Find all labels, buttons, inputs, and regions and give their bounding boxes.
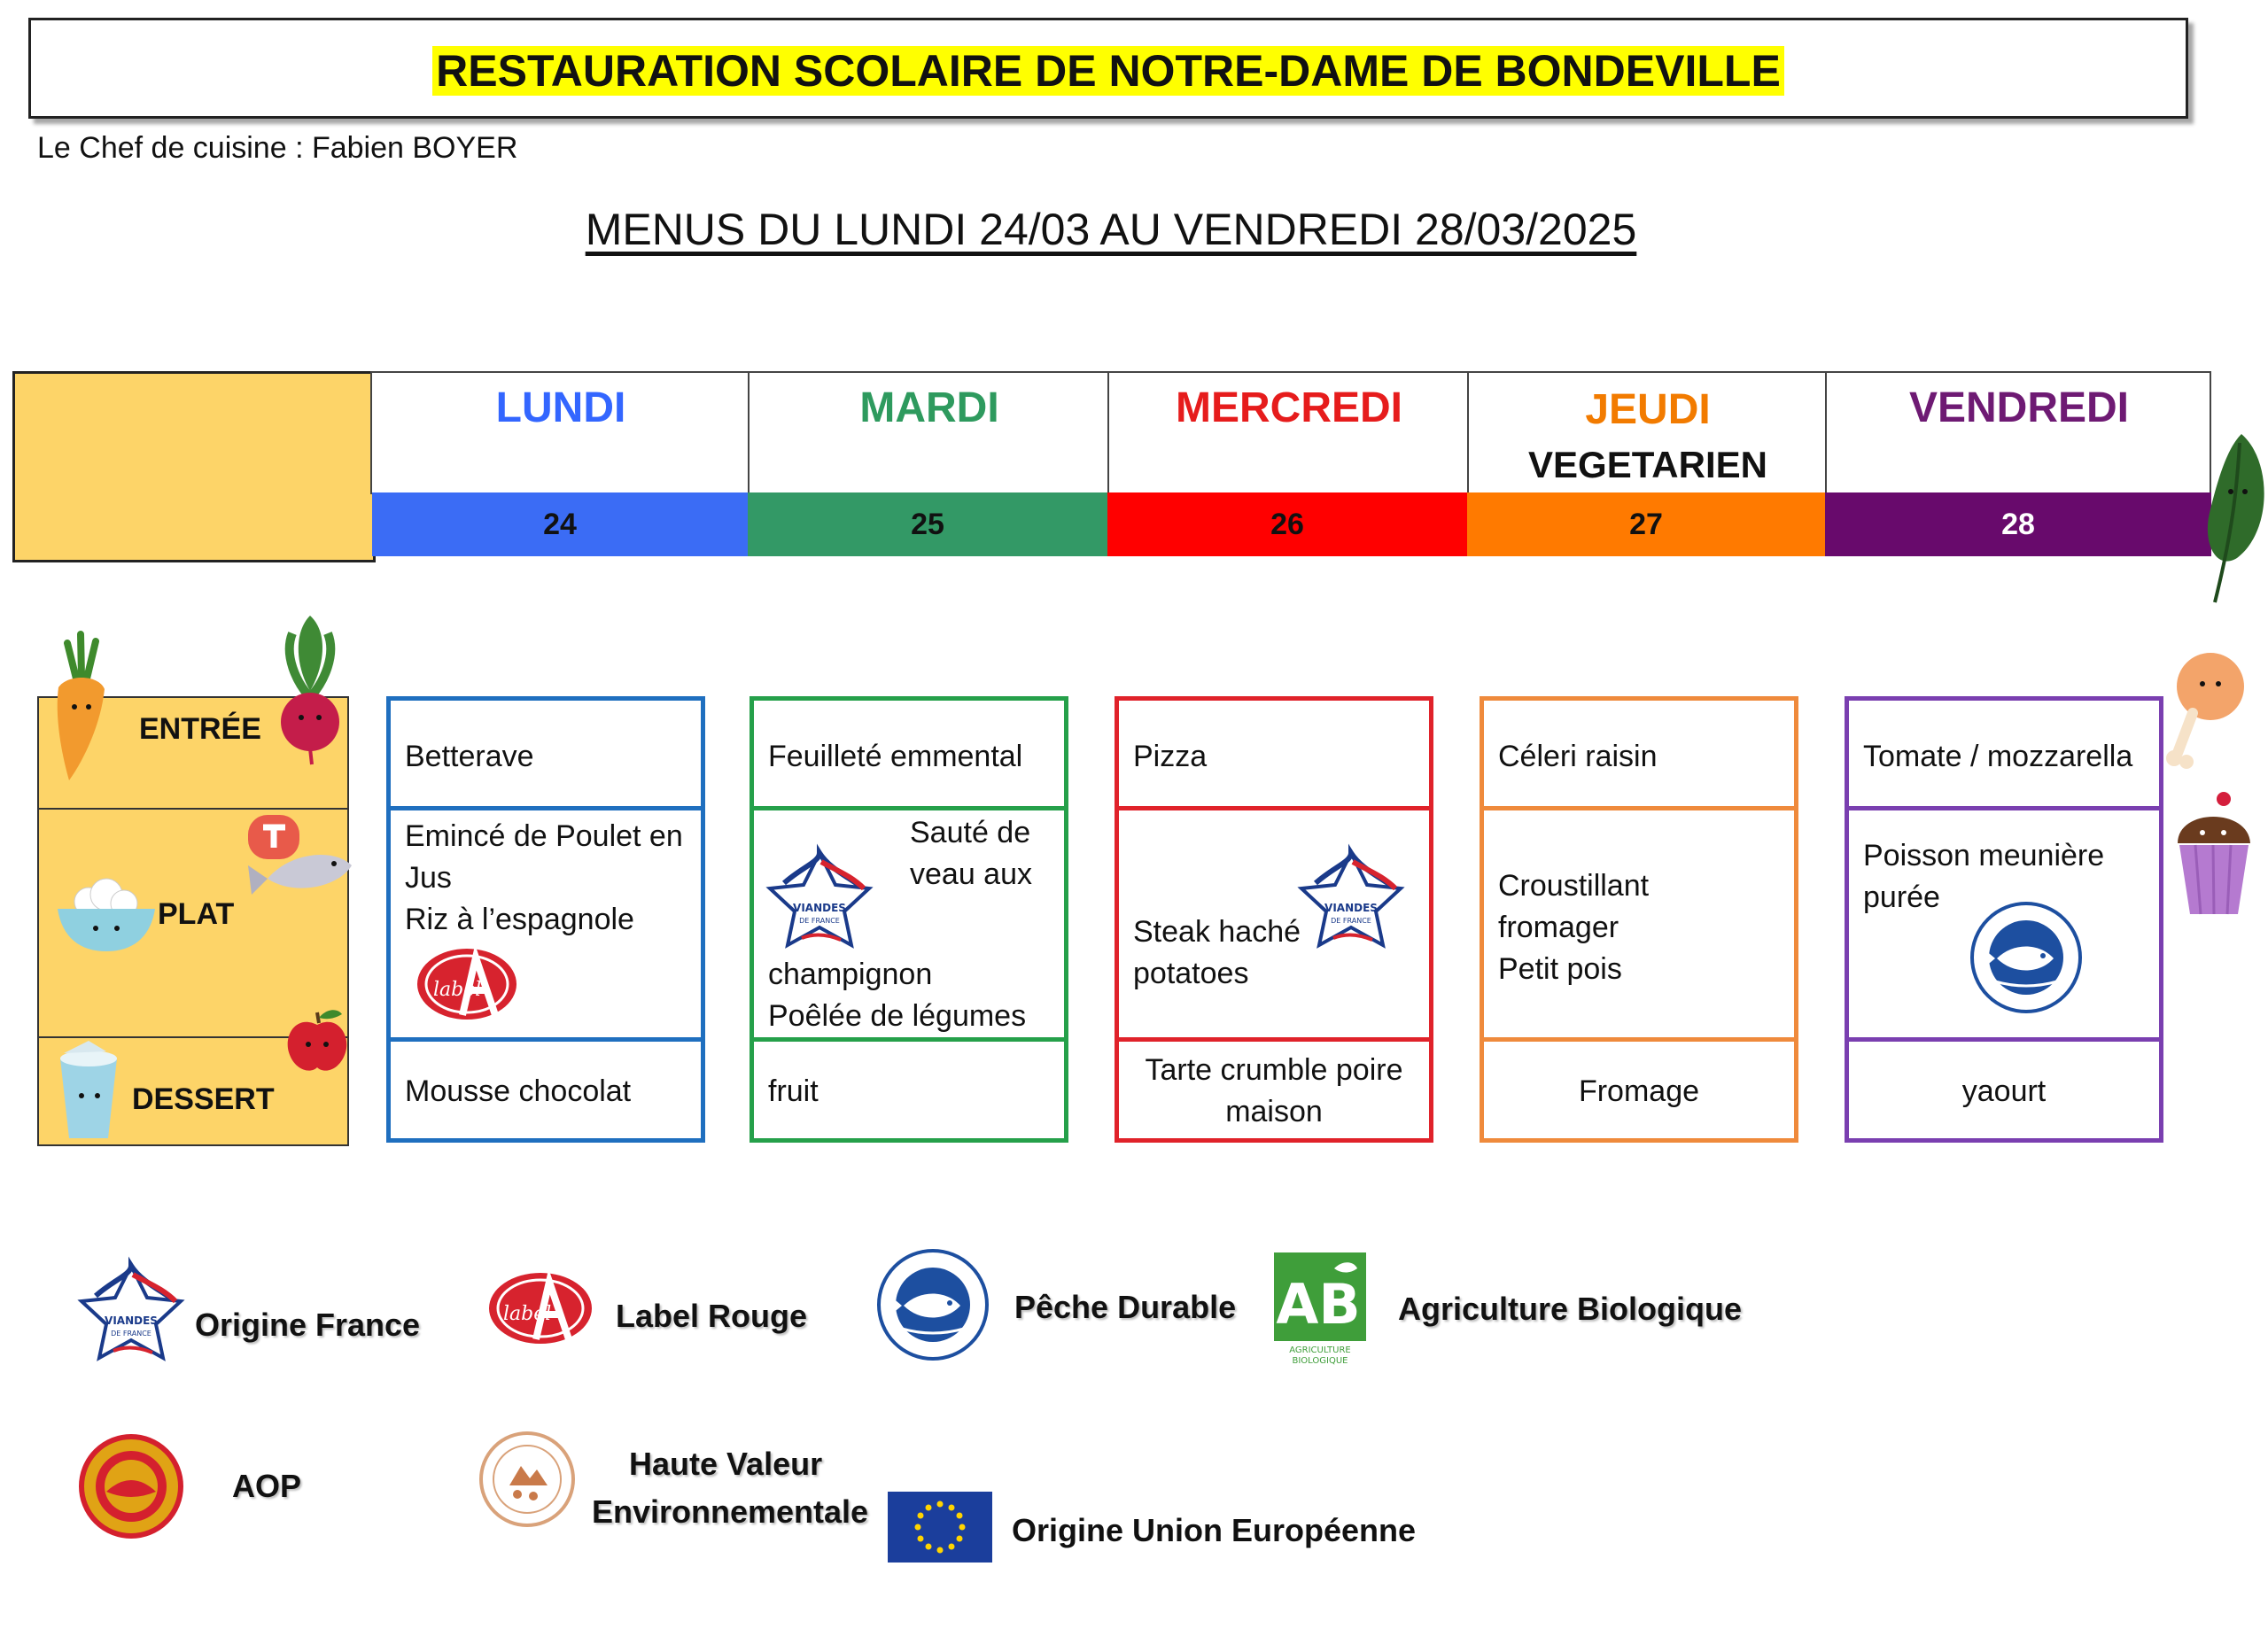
legend-label-rouge: Label Rouge — [616, 1298, 808, 1334]
day-header-mardi — [748, 371, 1109, 494]
beetroot-icon — [275, 607, 346, 766]
day-name: LUNDI — [495, 384, 626, 431]
plat-line: Emincé de Poulet en — [405, 819, 683, 853]
dessert-line: Tarte crumble poire — [1145, 1053, 1403, 1087]
day-number-mardi: 25 — [748, 492, 1107, 556]
plat-line: Jus — [405, 861, 452, 895]
day-header-jeudi — [1467, 371, 1827, 494]
dessert-text: Fromage — [1578, 1074, 1700, 1108]
aop-icon — [78, 1433, 184, 1539]
de-france-text: DE FRANCE — [111, 1330, 151, 1338]
day-header-lundi — [370, 371, 750, 494]
spinach-leaf-icon — [2188, 425, 2268, 611]
dessert-text: fruit — [768, 1074, 819, 1108]
legend-aop: AOP — [232, 1468, 302, 1504]
course-label-dessert: DESSERT — [132, 1082, 275, 1116]
viandes-text: VIANDES — [1324, 902, 1378, 914]
dessert-line: maison — [1225, 1095, 1323, 1128]
peche-durable-icon — [875, 1247, 990, 1362]
course-label-plat: PLAT — [158, 897, 235, 931]
plat-line: veau aux — [910, 857, 1032, 891]
agriculture-biologique-icon — [1272, 1251, 1370, 1366]
meat-and-fish-icon — [241, 808, 356, 923]
plat-line: Sauté de — [910, 816, 1031, 849]
legend-agriculture-biologique: Agriculture Biologique — [1398, 1291, 1743, 1327]
plat-line: purée — [1863, 880, 1940, 914]
day-name: VENDREDI — [1908, 384, 2130, 431]
menu-card-mercredi — [1115, 696, 1433, 1143]
ab-sub-1: AGRICULTURE — [1289, 1345, 1351, 1355]
menu-card-mardi — [750, 696, 1068, 1143]
entree-text: Céleri raisin — [1498, 740, 1658, 773]
rice-bowl-icon — [53, 875, 159, 955]
haute-valeur-environnementale-icon — [478, 1431, 576, 1528]
yogurt-icon — [53, 1041, 124, 1143]
entree-text: Betterave — [405, 740, 534, 773]
menu-card-lundi — [386, 696, 705, 1143]
menu-card-vendredi — [1845, 696, 2163, 1143]
day-number-jeudi: 27 — [1467, 492, 1825, 556]
label-rouge-script: label — [433, 979, 482, 1001]
plat-line: Petit pois — [1498, 952, 1622, 986]
ab-letters: AB — [1276, 1272, 1361, 1337]
plat-line: champignon — [768, 958, 933, 991]
dessert-text: yaourt — [1961, 1074, 2047, 1108]
viandes-text: VIANDES — [105, 1314, 158, 1327]
viandes-text: VIANDES — [793, 902, 846, 914]
legend-origine-ue: Origine Union Européenne — [1012, 1512, 1417, 1548]
cupcake-icon — [2169, 790, 2257, 923]
plat-line: Poisson meunière — [1863, 839, 2105, 872]
legend-hve-line2: Environnementale — [592, 1493, 869, 1530]
day-name: MARDI — [859, 384, 999, 431]
chef-name: Le Chef de cuisine : Fabien BOYER — [37, 131, 518, 165]
menu-card-jeudi — [1480, 696, 1798, 1143]
menu-week-title: MENUS DU LUNDI 24/03 AU VENDREDI 28/03/2025 — [585, 205, 1637, 254]
day-name: MERCREDI — [1175, 384, 1402, 431]
apple-icon — [284, 1004, 350, 1074]
chicken-drumstick-icon — [2162, 647, 2250, 771]
de-france-text: DE FRANCE — [799, 917, 840, 925]
eu-flag-icon — [888, 1492, 992, 1563]
day-subtitle: VEGETARIEN — [1528, 444, 1767, 485]
plat-line: Riz à l’espagnole — [405, 903, 634, 936]
plat-line: Poêlée de légumes — [768, 999, 1027, 1033]
label-rouge-icon — [485, 1268, 595, 1348]
entree-text: Tomate / mozzarella — [1863, 740, 2133, 773]
day-header-vendredi — [1825, 371, 2211, 494]
plat-line: Croustillant — [1498, 869, 1650, 903]
label-rouge-script: label — [503, 1303, 552, 1325]
entree-text: Feuilleté emmental — [768, 740, 1023, 773]
viandes-de-france-icon — [766, 849, 873, 947]
day-number-lundi: 24 — [372, 492, 748, 556]
de-france-text: DE FRANCE — [1331, 917, 1371, 925]
ab-sub-2: BIOLOGIQUE — [1292, 1356, 1348, 1366]
course-label-entree: ENTRÉE — [139, 712, 261, 746]
legend-peche-durable: Pêche Durable — [1014, 1289, 1237, 1325]
day-name: JEUDI — [1585, 386, 1711, 433]
header-corner-cell — [12, 371, 376, 562]
dessert-text: Mousse chocolat — [405, 1074, 632, 1108]
label-rouge-icon — [414, 944, 520, 1024]
page-title: RESTAURATION SCOLAIRE DE NOTRE-DAME DE BONDEVILLE — [432, 46, 1784, 96]
plat-line: Steak haché — [1133, 915, 1301, 949]
plat-line: fromager — [1498, 911, 1619, 944]
day-header-mercredi — [1107, 371, 1469, 494]
title-box — [28, 18, 2188, 119]
plat-line: potatoes — [1133, 957, 1249, 990]
legend-origine-france: Origine France — [195, 1307, 421, 1343]
day-number-mercredi: 26 — [1107, 492, 1467, 556]
legend-hve-line1: Haute Valeur — [629, 1446, 823, 1482]
peche-durable-icon — [1969, 900, 2084, 1015]
entree-text: Pizza — [1133, 740, 1208, 773]
carrot-icon — [50, 625, 112, 785]
origine-france-icon — [78, 1262, 184, 1360]
day-number-vendredi: 28 — [1825, 492, 2211, 556]
